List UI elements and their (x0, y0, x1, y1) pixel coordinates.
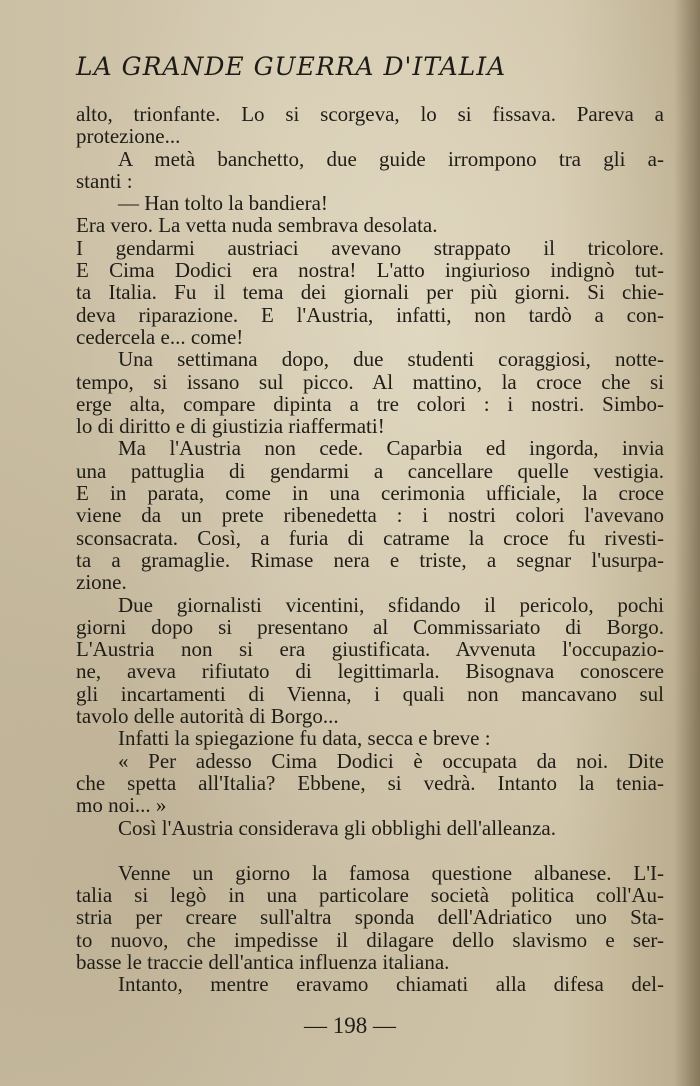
text-line: alto, trionfante. Lo si scorgeva, lo si fissava. Pareva a (76, 102, 664, 126)
text-line: basse le traccie dell'antica influenza italiana. (76, 949, 450, 974)
text-line: stria per creare sull'altra sponda dell'Adriatico uno Sta- (76, 905, 664, 930)
text-line: tempo, si issano sul picco. Al mattino, la croce che si (76, 369, 664, 394)
text-line: giorni dopo si presentano al Commissariato di Borgo. (76, 614, 664, 639)
running-header: LA GRANDE GUERRA D'ITALIA (76, 52, 507, 81)
text-line: deva riparazione. E l'Austria, infatti, non tardò a con- (76, 302, 664, 327)
text-line: A metà banchetto, due guide irrompono tra gli a- (118, 146, 664, 171)
text-line: lo di diritto e di giustizia riaffermati! (76, 414, 385, 439)
body-text (76, 103, 664, 996)
text-line: una pattuglia di gendarmi a cancellare quelle vestigia. (76, 458, 664, 483)
text-line: Intanto, mentre eravamo chiamati alla difesa del- (118, 972, 664, 997)
text-line: E in parata, come in una cerimonia ufficiale, la croce (76, 481, 664, 506)
text-line: I gendarmi austriaci avevano strappato il tricolore. (76, 235, 664, 260)
text-line: Due giornalisti vicentini, sfidando il pericolo, pochi (118, 592, 664, 617)
text-line: zione. (76, 570, 127, 595)
text-line: Infatti la spiegazione fu data, secca e breve : (118, 726, 491, 751)
text-line: ta Italia. Fu il tema dei giornali per più giorni. Si chie- (76, 280, 664, 305)
text-line: protezione... (76, 124, 181, 149)
text-line: cedercela e... come! (76, 324, 244, 349)
page-edge-shadow (674, 0, 700, 1086)
text-line: to nuovo, che impedisse il dilagare dello slavismo e ser- (76, 927, 664, 952)
text-line: che spetta all'Italia? Ebbene, si vedrà. Intanto la tenia- (76, 770, 664, 795)
paragraph-gap (76, 839, 664, 862)
text-line: Venne un giorno la famosa questione albanese. L'I- (118, 860, 664, 885)
text-line: sconsacrata. Così, a furia di catrame la croce fu rivesti- (76, 525, 664, 550)
text-line: ne, aveva rifiutato di legittimarla. Bisognava conoscere (76, 659, 664, 684)
text-line: « Per adesso Cima Dodici è occupata da noi. Dite (118, 748, 664, 773)
text-line: tavolo delle autorità di Borgo... (76, 704, 339, 729)
text-line: L'Austria non si era giustificata. Avvenuta l'occupazio- (76, 637, 664, 662)
text-line: Così l'Austria considerava gli obblighi dell'alleanza. (118, 815, 556, 840)
text-line: stanti : (76, 168, 133, 193)
text-line: — Han tolto la bandiera! (118, 191, 328, 216)
page-number: — 198 — (304, 1013, 396, 1038)
text-line: mo noi... » (76, 793, 167, 818)
text-line: Una settimana dopo, due studenti coraggiosi, notte- (118, 347, 664, 372)
text-line: Ma l'Austria non cede. Caparbia ed ingorda, invia (118, 436, 664, 461)
text-line: E Cima Dodici era nostra! L'atto ingiurioso indignò tut- (76, 258, 664, 283)
text-line: Era vero. La vetta nuda sembrava desolata. (76, 213, 438, 238)
text-line: ta a gramaglie. Rimase nera e triste, a segnar l'usurpa- (76, 547, 664, 572)
text-line: talia si legò in una particolare società politica coll'Au- (76, 883, 664, 908)
text-line: erge alta, compare dipinta a tre colori : i nostri. Simbo- (76, 391, 664, 416)
text-line: gli incartamenti di Vienna, i quali non mancavano sul (76, 681, 664, 706)
text-line: viene da un prete ribenedetta : i nostri colori l'avevano (76, 503, 664, 528)
